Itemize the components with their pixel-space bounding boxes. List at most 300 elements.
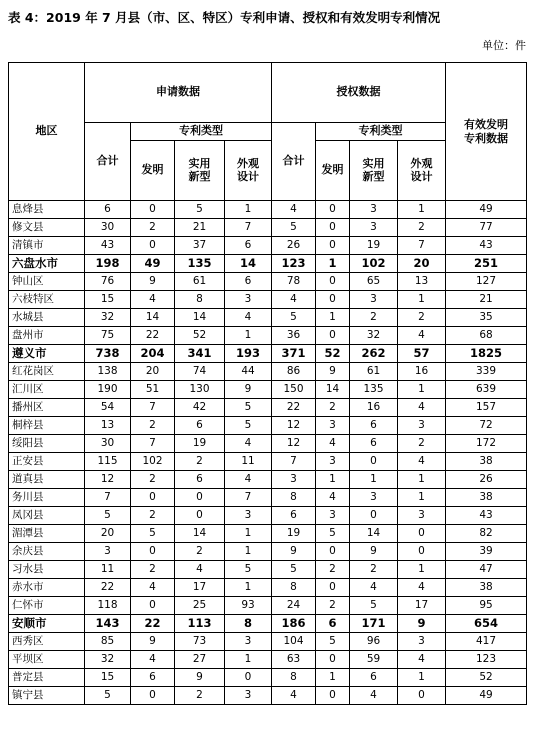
region-name: 正安县 — [9, 453, 85, 471]
table-cell: 20 — [398, 255, 446, 273]
table-cell: 37 — [175, 237, 225, 255]
table-cell: 4 — [175, 561, 225, 579]
table-row — [9, 507, 527, 525]
table-cell: 65 — [350, 273, 398, 291]
table-cell: 7 — [398, 237, 446, 255]
table-cell: 102 — [350, 255, 398, 273]
table-cell: 1 — [225, 201, 272, 219]
table-cell: 0 — [131, 237, 175, 255]
table-cell: 8 — [225, 615, 272, 633]
table-cell: 35 — [446, 309, 527, 327]
table-cell: 113 — [175, 615, 225, 633]
table-cell: 52 — [316, 345, 350, 363]
patent-table — [8, 62, 527, 705]
table-row — [9, 309, 527, 327]
table-cell: 2 — [131, 417, 175, 435]
table-row — [9, 651, 527, 669]
table-cell: 4 — [131, 291, 175, 309]
table-cell: 0 — [316, 237, 350, 255]
table-row-city — [9, 615, 527, 633]
table-cell: 22 — [85, 579, 131, 597]
region-name: 播州区 — [9, 399, 85, 417]
table-cell: 43 — [446, 507, 527, 525]
region-name: 西秀区 — [9, 633, 85, 651]
table-cell: 47 — [446, 561, 527, 579]
region-name: 镇宁县 — [9, 687, 85, 705]
table-cell: 38 — [446, 453, 527, 471]
table-cell: 2 — [131, 471, 175, 489]
table-cell: 27 — [175, 651, 225, 669]
table-cell: 193 — [225, 345, 272, 363]
table-cell: 14 — [316, 381, 350, 399]
table-cell: 2 — [398, 309, 446, 327]
table-cell: 0 — [316, 201, 350, 219]
table-cell: 9 — [316, 363, 350, 381]
header-grant-invention: 发明 — [316, 141, 350, 201]
table-cell: 14 — [175, 525, 225, 543]
table-cell: 1 — [398, 471, 446, 489]
table-cell: 30 — [85, 435, 131, 453]
table-cell: 93 — [225, 597, 272, 615]
table-cell: 3 — [225, 687, 272, 705]
table-cell: 20 — [85, 525, 131, 543]
table-cell: 26 — [446, 471, 527, 489]
table-cell: 0 — [225, 669, 272, 687]
table-cell: 157 — [446, 399, 527, 417]
table-cell: 16 — [398, 363, 446, 381]
table-cell: 75 — [85, 327, 131, 345]
table-row — [9, 237, 527, 255]
region-name: 湄潭县 — [9, 525, 85, 543]
table-cell: 9 — [175, 669, 225, 687]
table-cell: 21 — [446, 291, 527, 309]
table-cell: 52 — [175, 327, 225, 345]
table-cell: 19 — [272, 525, 316, 543]
table-cell: 3 — [350, 201, 398, 219]
header-grant-design — [398, 141, 446, 201]
region-name: 汇川区 — [9, 381, 85, 399]
table-cell: 0 — [398, 543, 446, 561]
table-cell: 2 — [316, 399, 350, 417]
table-cell: 9 — [350, 543, 398, 561]
table-cell: 130 — [175, 381, 225, 399]
table-cell: 171 — [350, 615, 398, 633]
table-cell: 0 — [398, 525, 446, 543]
table-cell: 2 — [131, 561, 175, 579]
table-cell: 19 — [175, 435, 225, 453]
table-cell: 2 — [175, 687, 225, 705]
table-cell: 96 — [350, 633, 398, 651]
table-cell: 2 — [175, 543, 225, 561]
header-grant-utility-label: 实用新型 — [362, 156, 385, 183]
header-application-data: 申请数据 — [85, 63, 272, 123]
table-cell: 11 — [85, 561, 131, 579]
table-cell: 16 — [350, 399, 398, 417]
table-row — [9, 363, 527, 381]
table-cell: 123 — [446, 651, 527, 669]
table-cell: 4 — [131, 651, 175, 669]
table-cell: 1 — [398, 489, 446, 507]
table-cell: 38 — [446, 579, 527, 597]
table-row — [9, 219, 527, 237]
table-cell: 15 — [85, 291, 131, 309]
table-cell: 24 — [272, 597, 316, 615]
table-cell: 59 — [350, 651, 398, 669]
table-cell: 118 — [85, 597, 131, 615]
table-cell: 6 — [225, 273, 272, 291]
table-cell: 5 — [272, 309, 316, 327]
table-cell: 143 — [85, 615, 131, 633]
table-cell: 8 — [175, 291, 225, 309]
table-cell: 4 — [316, 489, 350, 507]
table-cell: 32 — [85, 651, 131, 669]
table-cell: 14 — [225, 255, 272, 273]
region-name: 盘州市 — [9, 327, 85, 345]
table-cell: 5 — [85, 507, 131, 525]
table-cell: 4 — [350, 579, 398, 597]
table-cell: 43 — [446, 237, 527, 255]
table-cell: 0 — [350, 507, 398, 525]
table-cell: 51 — [131, 381, 175, 399]
table-cell: 32 — [350, 327, 398, 345]
table-cell: 5 — [225, 561, 272, 579]
table-cell: 9 — [272, 543, 316, 561]
table-cell: 172 — [446, 435, 527, 453]
table-cell: 2 — [316, 561, 350, 579]
table-cell: 14 — [131, 309, 175, 327]
table-cell: 0 — [131, 543, 175, 561]
table-header — [9, 63, 527, 201]
region-name: 仁怀市 — [9, 597, 85, 615]
header-app-total: 合计 — [85, 123, 131, 201]
table-cell: 43 — [85, 237, 131, 255]
table-cell: 1 — [398, 561, 446, 579]
region-name: 六盘水市 — [9, 255, 85, 273]
table-cell: 1 — [398, 381, 446, 399]
table-cell: 7 — [131, 435, 175, 453]
table-cell: 654 — [446, 615, 527, 633]
table-cell: 104 — [272, 633, 316, 651]
table-cell: 6 — [131, 669, 175, 687]
table-cell: 102 — [131, 453, 175, 471]
table-cell: 115 — [85, 453, 131, 471]
table-row — [9, 687, 527, 705]
table-cell: 5 — [131, 525, 175, 543]
table-cell: 17 — [398, 597, 446, 615]
table-cell: 0 — [316, 219, 350, 237]
table-cell: 7 — [85, 489, 131, 507]
table-cell: 38 — [446, 489, 527, 507]
table-cell: 21 — [175, 219, 225, 237]
table-row — [9, 291, 527, 309]
region-name: 息烽县 — [9, 201, 85, 219]
table-cell: 198 — [85, 255, 131, 273]
table-cell: 4 — [225, 435, 272, 453]
table-cell: 49 — [446, 201, 527, 219]
table-row-city — [9, 345, 527, 363]
table-cell: 36 — [272, 327, 316, 345]
table-cell: 42 — [175, 399, 225, 417]
table-cell: 7 — [131, 399, 175, 417]
table-cell: 0 — [398, 687, 446, 705]
table-cell: 371 — [272, 345, 316, 363]
table-cell: 5 — [350, 597, 398, 615]
table-cell: 0 — [316, 291, 350, 309]
table-cell: 5 — [316, 633, 350, 651]
table-cell: 0 — [316, 327, 350, 345]
table-cell: 4 — [225, 309, 272, 327]
table-cell: 1 — [225, 543, 272, 561]
table-cell: 9 — [131, 273, 175, 291]
region-name: 修文县 — [9, 219, 85, 237]
table-cell: 127 — [446, 273, 527, 291]
table-cell: 12 — [85, 471, 131, 489]
table-cell: 6 — [175, 417, 225, 435]
table-cell: 2 — [398, 435, 446, 453]
table-cell: 3 — [272, 471, 316, 489]
table-cell: 1 — [398, 291, 446, 309]
table-cell: 8 — [272, 489, 316, 507]
header-region: 地区 — [9, 63, 85, 201]
region-name: 水城县 — [9, 309, 85, 327]
table-body — [9, 201, 527, 705]
table-cell: 5 — [175, 201, 225, 219]
unit-label: 单位：件 — [482, 39, 526, 52]
table-row — [9, 597, 527, 615]
table-row — [9, 525, 527, 543]
table-cell: 4 — [272, 201, 316, 219]
table-cell: 138 — [85, 363, 131, 381]
table-cell: 0 — [316, 651, 350, 669]
table-cell: 3 — [225, 633, 272, 651]
table-cell: 150 — [272, 381, 316, 399]
table-cell: 22 — [131, 615, 175, 633]
header-grant-design-label: 外观设计 — [410, 156, 433, 183]
table-cell: 1 — [316, 471, 350, 489]
table-cell: 6 — [85, 201, 131, 219]
table-cell: 5 — [272, 219, 316, 237]
table-row — [9, 489, 527, 507]
table-cell: 4 — [131, 579, 175, 597]
table-cell: 12 — [272, 435, 316, 453]
table-cell: 4 — [398, 327, 446, 345]
table-row — [9, 669, 527, 687]
table-cell: 49 — [446, 687, 527, 705]
region-name: 钟山区 — [9, 273, 85, 291]
table-cell: 44 — [225, 363, 272, 381]
region-name: 普定县 — [9, 669, 85, 687]
table-row — [9, 201, 527, 219]
table-cell: 417 — [446, 633, 527, 651]
table-cell: 2 — [398, 219, 446, 237]
header-app-utility — [175, 141, 225, 201]
table-cell: 1 — [225, 525, 272, 543]
table-row — [9, 561, 527, 579]
table-cell: 0 — [131, 201, 175, 219]
region-name: 习水县 — [9, 561, 85, 579]
header-app-patent-type: 专利类型 — [131, 123, 272, 141]
table-cell: 3 — [85, 543, 131, 561]
table-cell: 86 — [272, 363, 316, 381]
table-cell: 1 — [398, 669, 446, 687]
table-row — [9, 327, 527, 345]
table-cell: 251 — [446, 255, 527, 273]
region-name: 清镇市 — [9, 237, 85, 255]
table-cell: 6 — [350, 417, 398, 435]
table-row-city — [9, 255, 527, 273]
table-cell: 3 — [316, 453, 350, 471]
header-grant-utility — [350, 141, 398, 201]
table-cell: 5 — [272, 561, 316, 579]
table-cell: 30 — [85, 219, 131, 237]
header-app-utility-label: 实用新型 — [188, 156, 211, 183]
table-cell: 8 — [272, 669, 316, 687]
region-name: 六枝特区 — [9, 291, 85, 309]
table-cell: 5 — [225, 417, 272, 435]
table-cell: 6 — [225, 237, 272, 255]
table-cell: 262 — [350, 345, 398, 363]
table-cell: 3 — [225, 291, 272, 309]
table-cell: 11 — [225, 453, 272, 471]
table-cell: 3 — [398, 633, 446, 651]
region-name: 余庆县 — [9, 543, 85, 561]
table-cell: 135 — [175, 255, 225, 273]
region-name: 赤水市 — [9, 579, 85, 597]
table-cell: 0 — [131, 489, 175, 507]
region-name: 安顺市 — [9, 615, 85, 633]
table-cell: 54 — [85, 399, 131, 417]
region-name: 红花岗区 — [9, 363, 85, 381]
header-grant-data: 授权数据 — [272, 63, 446, 123]
table-cell: 72 — [446, 417, 527, 435]
table-row — [9, 399, 527, 417]
table-cell: 0 — [316, 273, 350, 291]
table-cell: 1 — [225, 651, 272, 669]
table-cell: 74 — [175, 363, 225, 381]
table-cell: 3 — [225, 507, 272, 525]
table-cell: 22 — [272, 399, 316, 417]
table-cell: 0 — [131, 687, 175, 705]
table-cell: 4 — [316, 435, 350, 453]
table-row — [9, 543, 527, 561]
table-row — [9, 471, 527, 489]
header-app-invention: 发明 — [131, 141, 175, 201]
table-cell: 204 — [131, 345, 175, 363]
region-name: 道真县 — [9, 471, 85, 489]
table-cell: 639 — [446, 381, 527, 399]
table-cell: 0 — [175, 489, 225, 507]
table-cell: 6 — [350, 669, 398, 687]
table-cell: 1 — [225, 327, 272, 345]
table-cell: 14 — [350, 525, 398, 543]
table-cell: 4 — [272, 687, 316, 705]
table-cell: 135 — [350, 381, 398, 399]
table-cell: 20 — [131, 363, 175, 381]
header-app-design-label: 外观设计 — [237, 156, 259, 183]
table-cell: 13 — [398, 273, 446, 291]
header-valid-invention — [446, 63, 527, 201]
table-cell: 22 — [131, 327, 175, 345]
table-cell: 68 — [446, 327, 527, 345]
table-cell: 13 — [85, 417, 131, 435]
table-cell: 7 — [225, 489, 272, 507]
header-valid-invention-label: 有效发明专利数据 — [464, 117, 508, 145]
table-cell: 63 — [272, 651, 316, 669]
table-cell: 25 — [175, 597, 225, 615]
table-cell: 95 — [446, 597, 527, 615]
table-cell: 0 — [316, 687, 350, 705]
table-cell: 4 — [398, 579, 446, 597]
table-cell: 190 — [85, 381, 131, 399]
table-cell: 14 — [175, 309, 225, 327]
table-cell: 1 — [225, 579, 272, 597]
table-cell: 1 — [398, 201, 446, 219]
table-cell: 78 — [272, 273, 316, 291]
table-cell: 1825 — [446, 345, 527, 363]
table-cell: 26 — [272, 237, 316, 255]
table-cell: 2 — [350, 309, 398, 327]
table-cell: 2 — [131, 219, 175, 237]
table-cell: 9 — [225, 381, 272, 399]
table-row — [9, 273, 527, 291]
table-cell: 2 — [175, 453, 225, 471]
table-cell: 7 — [272, 453, 316, 471]
table-cell: 5 — [225, 399, 272, 417]
table-cell: 1 — [316, 669, 350, 687]
region-name: 遵义市 — [9, 345, 85, 363]
table-cell: 82 — [446, 525, 527, 543]
table-row — [9, 579, 527, 597]
table-cell: 1 — [350, 471, 398, 489]
table-cell: 61 — [175, 273, 225, 291]
table-cell: 0 — [316, 579, 350, 597]
table-cell: 17 — [175, 579, 225, 597]
table-cell: 4 — [225, 471, 272, 489]
region-name: 凤冈县 — [9, 507, 85, 525]
table-title: 表 4：2019 年 7 月县（市、区、特区）专利申请、授权和有效发明专利情况 — [8, 10, 441, 25]
table-cell: 52 — [446, 669, 527, 687]
table-cell: 3 — [398, 417, 446, 435]
header-app-design — [225, 141, 272, 201]
table-cell: 32 — [85, 309, 131, 327]
table-cell: 0 — [316, 543, 350, 561]
table-cell: 186 — [272, 615, 316, 633]
table-cell: 77 — [446, 219, 527, 237]
table-cell: 6 — [316, 615, 350, 633]
table-cell: 1 — [316, 255, 350, 273]
table-cell: 6 — [272, 507, 316, 525]
table-cell: 49 — [131, 255, 175, 273]
header-grant-total: 合计 — [272, 123, 316, 201]
table-cell: 3 — [350, 219, 398, 237]
table-cell: 85 — [85, 633, 131, 651]
table-cell: 12 — [272, 417, 316, 435]
table-cell: 3 — [316, 417, 350, 435]
table-cell: 1 — [316, 309, 350, 327]
table-cell: 2 — [131, 507, 175, 525]
table-cell: 0 — [175, 507, 225, 525]
table-cell: 3 — [350, 291, 398, 309]
region-name: 平坝区 — [9, 651, 85, 669]
table-cell: 0 — [131, 597, 175, 615]
table-cell: 123 — [272, 255, 316, 273]
table-cell: 76 — [85, 273, 131, 291]
table-cell: 61 — [350, 363, 398, 381]
table-cell: 5 — [316, 525, 350, 543]
table-cell: 19 — [350, 237, 398, 255]
table-row — [9, 435, 527, 453]
region-name: 绥阳县 — [9, 435, 85, 453]
